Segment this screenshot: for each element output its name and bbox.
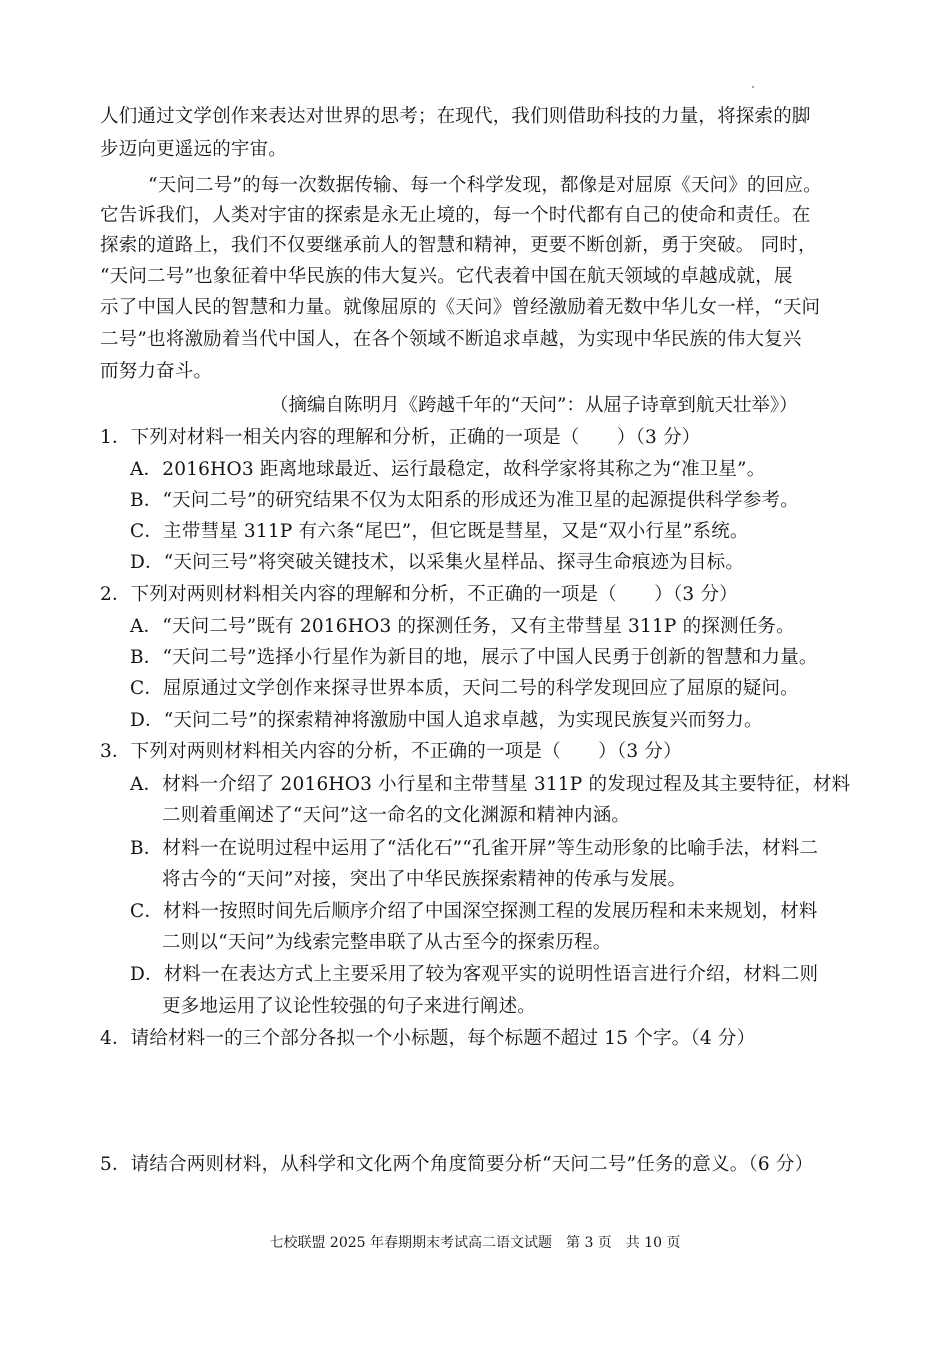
paragraph-line: 它告诉我们，人类对宇宙的探索是永无止境的，每一个时代都有自己的使命和责任。在: [100, 205, 811, 226]
source-citation: （摘编自陈明月《跨越千年的“天问”：从屈子诗章到航天壮举》）: [270, 395, 798, 416]
paragraph-line: 探索的道路上，我们不仅要继承前人的智慧和精神，更要不断创新，勇于突破。 同时，: [100, 235, 817, 256]
paragraph-line: 步迈向更遥远的宇宙。: [100, 139, 288, 160]
question-3-option-b: B．材料一在说明过程中运用了“活化石”“孔雀开屏”等生动形象的比喻手法，材料二: [130, 838, 819, 859]
scan-speck: [752, 86, 754, 88]
question-1-option-b: B．“天问二号”的研究结果不仅为太阳系的形成还为准卫星的起源提供科学参考。: [130, 490, 799, 511]
question-3-option-a: A．材料一介绍了 2016HO3 小行星和主带彗星 311P 的发现过程及其主要特征，材料: [130, 774, 851, 795]
question-1-option-a: A．2016HO3 距离地球最近、运行最稳定，故科学家将其称之为“准卫星”。: [130, 459, 766, 480]
question-3-option-b-cont: 将古今的“天问”对接，突出了中华民族探索精神的传承与发展。: [162, 869, 687, 890]
question-3-option-a-cont: 二则着重阐述了“天问”这一命名的文化渊源和精神内涵。: [162, 805, 631, 826]
question-2-option-d: D．“天问二号”的探索精神将激励中国人追求卓越，为实现民族复兴而努力。: [130, 710, 763, 731]
paragraph-line: 而努力奋斗。: [100, 361, 213, 382]
page-footer: 七校联盟 2025 年春期期末考试高二语文试题 第 3 页 共 10 页: [269, 1235, 681, 1251]
question-3-option-c-cont: 二则以“天问”为线索完整串联了从古至今的探索历程。: [162, 932, 612, 953]
question-3-option-c: C．材料一按照时间先后顺序介绍了中国深空探测工程的发展历程和未来规划，材料: [130, 901, 818, 922]
question-4-stem: 4．请给材料一的三个部分各拟一个小标题，每个标题不超过 15 个字。（4 分）: [100, 1028, 756, 1049]
question-3-option-d: D．材料一在表达方式上主要采用了较为客观平实的说明性语言进行介绍，材料二则: [130, 964, 819, 985]
paragraph-line: 人们通过文学创作来表达对世界的思考；在现代，我们则借助科技的力量，将探索的脚: [100, 106, 811, 127]
paragraph-line: 示了中国人民的智慧和力量。就像屈原的《天问》曾经激励着无数中华儿女一样，“天问: [100, 297, 821, 318]
paragraph-line: “天问二号”的每一次数据传输、每一个科学发现，都像是对屈原《天问》的回应。: [148, 175, 822, 196]
question-3-stem: 3．下列对两则材料相关内容的分析，不正确的一项是（ ）（3 分）: [100, 741, 682, 762]
question-1-option-c: C．主带彗星 311P 有六条“尾巴”，但它既是彗星，又是“双小行星”系统。: [130, 521, 749, 542]
paragraph-line: 二号”也将激励着当代中国人，在各个领域不断追求卓越，为实现中华民族的伟大复兴: [100, 329, 802, 350]
question-1-option-d: D．“天问三号”将突破关键技术，以采集火星样品、探寻生命痕迹为目标。: [130, 552, 745, 573]
question-3-option-d-cont: 更多地运用了议论性较强的句子来进行阐述。: [162, 996, 537, 1017]
question-1-stem: 1．下列对材料一相关内容的理解和分析，正确的一项是（ ）（3 分）: [100, 427, 701, 448]
question-2-option-b: B．“天问二号”选择小行星作为新目的地，展示了中国人民勇于创新的智慧和力量。: [130, 647, 818, 668]
question-5-stem: 5．请结合两则材料，从科学和文化两个角度简要分析“天问二号”任务的意义。（6 分）: [100, 1154, 814, 1175]
question-2-option-a: A．“天问二号”既有 2016HO3 的探测任务，又有主带彗星 311P 的探测任务。: [130, 616, 795, 637]
paragraph-line: “天问二号”也象征着中华民族的伟大复兴。它代表着中国在航天领域的卓越成就，展: [100, 266, 793, 287]
question-2-option-c: C．屈原通过文学创作来探寻世界本质，天问二号的科学发现回应了屈原的疑问。: [130, 678, 799, 699]
question-2-stem: 2．下列对两则材料相关内容的理解和分析，不正确的一项是（ ）（3 分）: [100, 584, 738, 605]
